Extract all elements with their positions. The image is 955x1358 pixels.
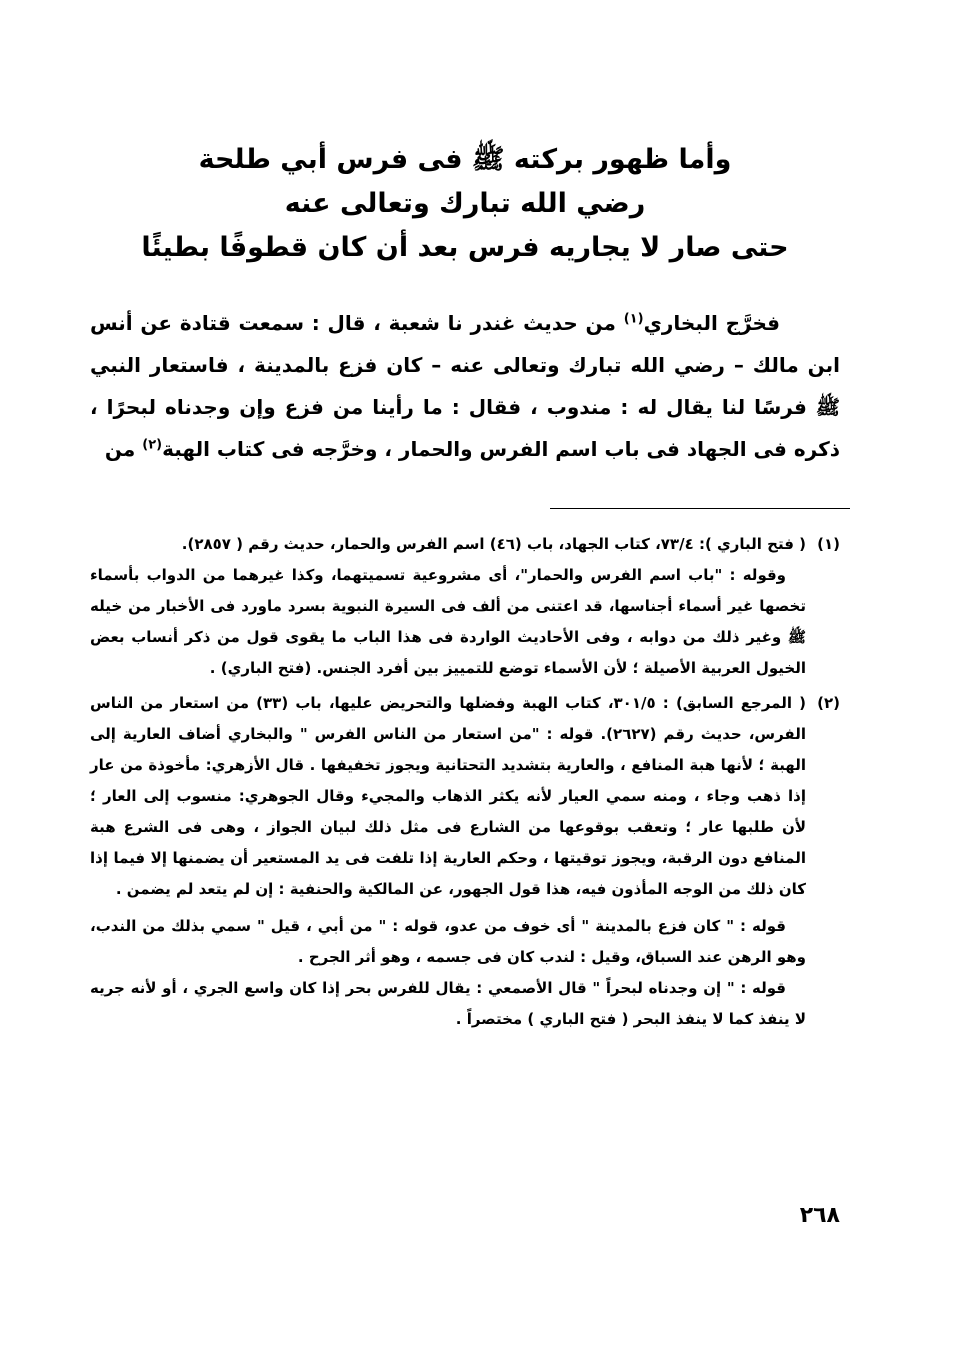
footnote-comments (90, 911, 840, 1035)
footnote-ref-1: (١) (623, 311, 644, 327)
chapter-title (90, 138, 840, 270)
footnote-paragraph: وقوله : "باب اسم الفرس والحمار"، أى مشروعية تسميتهما، وكذا غيرهما من الدواب بأسماء تخصها غير أسماء أجناسها، قد اعتنى من ألف فى السيرة النبوية بسرد ماورد فى الأخبار من خيله ﷺ وغير ذلك من دوابه ، وفى الأحاديث الواردة فى هذا الباب ما يقوى قول من ذكر أنساب بعض الخيول العربية الأصيلة ؛ لأن الأسماء توضع للتمييز بين أفرد الجنس. (فتح الباري) . (90, 566, 806, 677)
document-page (90, 120, 840, 1035)
footnote-paragraph: ( فتح الباري ): ٧٣/٤، كتاب الجهاد، باب (٤٦) اسم الفرس والحمار، حديث رقم ( ٢٨٥٧). (181, 535, 806, 553)
title-line-1: وأما ظهور بركته ﷺ فى فرس أبي طلحة (198, 144, 732, 175)
title-line-3: حتى صار لا يجاريه فرس بعد أن كان قطوفًا بطيئًا (141, 232, 789, 263)
footnote-separator (550, 508, 850, 509)
page-number: ٢٦٨ (799, 1203, 840, 1228)
footnote-paragraph: ( المرجع السابق) : ٣٠١/٥، كتاب الهبة وفضلها والتحريض عليها، باب (٣٣) من استعار من الناس الفرس، حديث رقم (٢٦٢٧). قوله : "من استعار من الناس الفرس " والبخاري أضاف العارية إلى الهبة ؛ لأنها هبة المنافع ، والعارية بتشديد التحتانية ويجوز تخفيفها . قال الأزهري: مأخوذة من عار إذا ذهب وجاء ، ومنه سمي العيار لأنه يكثر الذهاب والمجيء وقال الجوهري: منسوب إلى العار ؛ لأن طلبها عار ؛ وتعقب بوقوعها من الشارع فى مثل ذلك لبيان الجواز ، وهى فى الشرع هبة المنافع دون الرقبة، ويجوز توقيتها ، وحكم العارية إذا تلفت فى يد المستعير أن يضمنها إلا فيما إذا كان ذلك من الوجه المأذون فيه، هذا قول الجهور، عن المالكية والحنفية : إن لم يتعد لم يضمن . (90, 694, 807, 898)
footnote-ref-2: (٢) (142, 437, 163, 453)
comment-paragraph: قوله : " كان فزع بالمدينة " أى خوف من عدو، قوله : " من أبي ، قيل " سمي بذلك من الندب، وهو الرهن عند السباق، وقيل : لندب كان فى جسمه ، وهو أثر الجرح . (90, 917, 806, 966)
body-text-part-2: من حديث غندر نا شعبة ، قال : سمعت قتادة عن أنس ابن مالك – رضي الله تبارك وتعالى عنه – كان فزع بالمدينة ، فاستعار النبي ﷺ فرسًا لنا يقال له : مندوب ، فقال : ما رأينا من فزع وإن وجدناه لبحرًا ، ذكره فى الجهاد فى باب اسم الفرس والحمار ، وخرَّجه فى كتاب الهبة (90, 311, 840, 461)
footnote-number: (٢) (817, 694, 840, 712)
body-text-part-1: فخرَّج البخاري (643, 311, 780, 335)
footnotes (90, 529, 840, 1035)
main-paragraph (90, 302, 840, 470)
footnote-1 (90, 529, 840, 684)
body-text-part-3: من (104, 437, 143, 461)
comment-paragraph: قوله : " إن وجدناه لبحراً " قال الأصمعي : يقال للفرس بحر إذا كان واسع الجري ، أو لأنه جريه لا ينفذ كما لا ينفذ البحر ( فتح الباري ) مختصراً . (90, 979, 806, 1028)
title-line-2: رضي الله تبارك وتعالى عنه (284, 188, 646, 219)
footnote-number: (١) (817, 535, 840, 553)
footnote-2 (90, 688, 840, 905)
